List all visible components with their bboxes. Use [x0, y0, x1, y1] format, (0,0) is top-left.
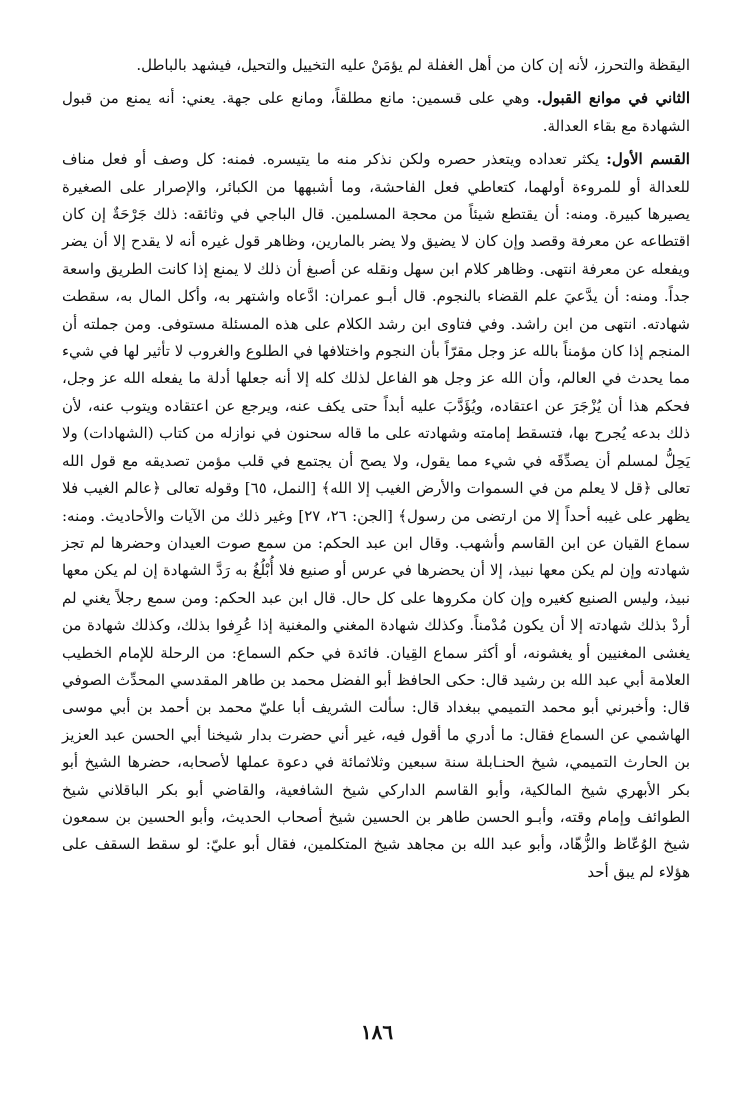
paragraph-second-section [62, 85, 690, 140]
section-heading: الثاني في موانع القبول. [536, 89, 690, 108]
paragraph-first-part [62, 146, 690, 886]
section-heading: القسم الأول: [606, 150, 690, 169]
paragraph-text: يكثر تعداده ويتعذر حصره ولكن نذكر منه ما يتيسره. فمنه: كل وصف أو فعل مناف للعدالة أو للمروءة أولهما، كتعاطي فعل الفاحشة، وما أشبهها من الكبائر، والإصرار على الصغيرة يصيرها كبيرة. ومنه: أن يقتطع شيئاً من محجة المسلمين. قال الباجي في وثائقه: ذلك جَرْحَةٌ إن كان اقتطاعه عن معرفة وقصد وإن كان لا يضيق ولا يضر بالمارين، وظاهر قول غيره أنه لا يقدح إلا أن يضر ويفعله عن معرفة انتهى. وظاهر كلام ابن سهل ونقله عن أصبغ أن ذلك لا يمنع إذا كانت الطريق واسعة جداً. ومنه: أن يدَّعيَ علم القضاء بالنجوم. قال أبـو عمران: ادَّعاه واشتهر به، وأكل المال به، سقطت شهادته. انتهى من ابن راشد. وفي فتاوى ابن رشد الكلام على هذه المسئلة مستوفى. ومن جملته أن المنجم إذا كان مؤمناً بالله عز وجل مقرّاً بأن النجوم واختلافها في الطلوع والغروب لا تأثير لها في شيء مما يحدث في العالم، وأن الله عز وجل هو الفاعل لذلك كله إلا أنه جعلها أدلة ما يفعله الله عز وجل، فحكم هذا أن يُزْجَرَ عن اعتقاده، ويُؤَدَّبَ عليه أبداً حتى يكف عنه، ويرجع عن اعتقاده ويتوب عنه، لأن ذلك بدعه يُجرح بها، فتسقط إمامته وشهادته على ما قاله سحنون في نوازله من كتاب (الشهادات) ولا يَحِلُّ لمسلم أن يصدِّقَه في شيء مما يقول، ولا يصح أن يجتمع في قلب مؤمن تصديقه مع قول الله تعالى ﴿قل لا يعلم من في السموات والأرض الغيب إلا الله﴾ [النمل، ٦٥] وقوله تعالى ﴿عالم الغيب فلا يظهر على غيبه أحداً إلا من ارتضى من رسول﴾ [الجن: ٢٦، ٢٧] وغير ذلك من الآيات والأحاديث. ومنه: سماع القيان عن ابن القاسم وأشهب. وقال ابن عبد الحكم: من سمع صوت العيدان وحضرها لم تجز شهادته وإن لم يكن معها نبيذ، إلا أن يحضرها في عرس أو صنيع فلا أُبْلُغُ به رَدَّ الشهادة إن لم يكن معها نبيذ، وليس الصنيع كغيره وإن كان مكروها على كل حال. قال ابن عبد الحكم: ومن سمع رجلاً يغني لم أردْ بذلك شهادته إلا أن يكون مُدْمناً. وكذلك شهادة المغني والمغنية إذا عُرِفوا بذلك، وكذلك شهادة من يغشى المغنيين أو يغشونه، أو أكثر سماع القِيان. فائدة في حكم السماع: من الرحلة للإمام الخطيب العلامة أبي عبد الله بن رشيد قال: حكى الحافظ أبو الفضل محمد بن طاهر المقدسي المحدِّث الصوفي قال: وأخبرني أبو محمد التميمي ببغداد قال: سألت الشريف أبا عليّ محمد بن أحمد بن أبي موسى الهاشمي عن السماع فقال: ما أدري ما أقول فيه، غير أني حضرت بدار شيخنا أبي الحسن عبد العزيز بن الحارث التميمي، شيخ الحنـابلة سنة سبعين وثلاثمائة في دعوة عملها لأصحابه، حضرها الشيخ أبو بكر الأبهري شيخ المالكية، وأبو القاسم الداركي شيخ الشافعية، والقاضي أبو بكر الباقلاني شيخ الطوائف وإمام وقته، وأبـو الحسن طاهر بن الحسين شيخ أصحاب الحديث، وأبو الحسين بن سمعون شيخ الوُعّاظ والزُّهّاد، وأبو عبد الله بن مجاهد شيخ المتكلمين، فقال أبو عليّ: لو سقط السقف على هؤلاء لم يبق أحد [62, 150, 690, 881]
page-number: ١٨٦ [360, 1020, 394, 1044]
book-page-text [62, 52, 690, 886]
paragraph-opening [62, 52, 690, 79]
paragraph-text: وهي على قسمين: مانع مطلقاً، ومانع على جهة. يعني: أنه يمنع من قبول الشهادة مع بقاء العدالة. [62, 89, 690, 135]
paragraph-text: اليقظة والتحرز، لأنه إن كان من أهل الغفلة لم يؤمَنْ عليه التخييل والتحيل، فيشهد بالباطل. [136, 56, 690, 74]
